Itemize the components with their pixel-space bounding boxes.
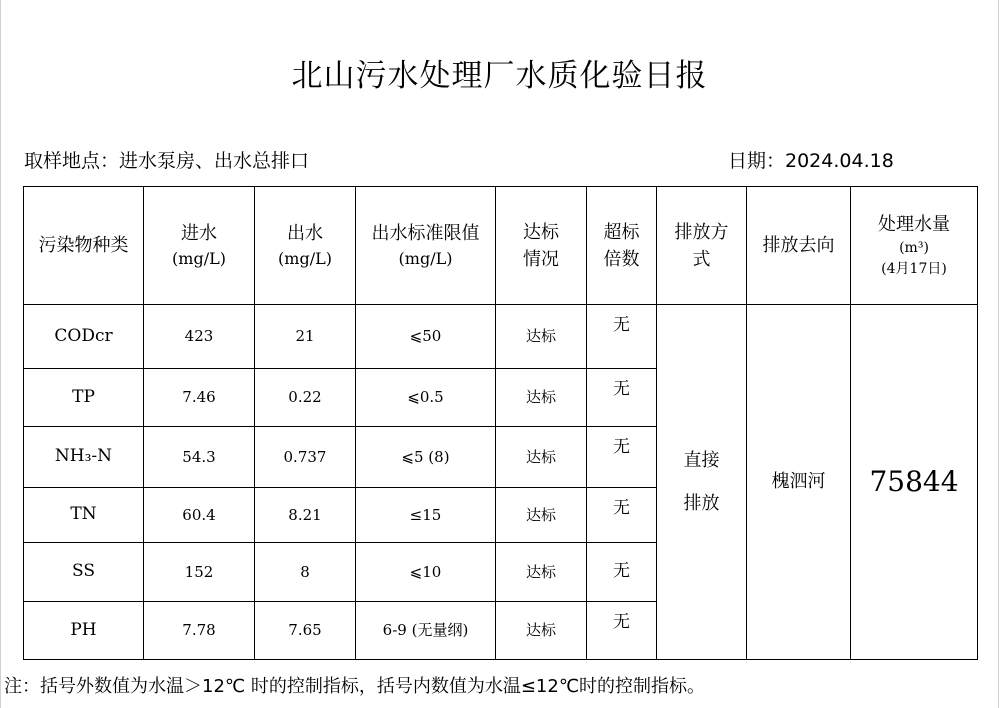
- sampling-location: 取样地点：进水泵房、出水总排口: [24, 150, 310, 172]
- report-title: 北山污水处理厂水质化验日报: [291, 58, 708, 94]
- table-header-row: [24, 187, 978, 305]
- inflow-cell: 423: [144, 305, 255, 369]
- outflow-cell: 0.22: [255, 369, 356, 427]
- compliance-cell: 达标: [496, 427, 587, 488]
- limit-cell: ⩽5 (8): [356, 427, 496, 488]
- header-limit: 出水标准限值 (mg/L): [356, 187, 496, 305]
- header-discharge-destination: 排放去向: [747, 187, 851, 305]
- exceed-cell: 无: [587, 369, 657, 427]
- pollutant-cell: PH: [24, 602, 144, 660]
- inflow-cell: 60.4: [144, 488, 255, 543]
- header-inflow: 进水 (mg/L): [144, 187, 255, 305]
- header-pollutant: 污染物种类: [24, 187, 144, 305]
- header-treated-volume: 处理水量 (m³) (4月17日): [851, 187, 978, 305]
- treated-volume-cell: 75844: [851, 305, 978, 660]
- limit-cell: ⩽50: [356, 305, 496, 369]
- table-row: [24, 305, 978, 369]
- limit-cell: 6-9 (无量纲): [356, 602, 496, 660]
- header-exceed-multiple: 超标 倍数: [587, 187, 657, 305]
- outflow-cell: 8.21: [255, 488, 356, 543]
- exceed-cell: 无: [587, 602, 657, 660]
- discharge-destination-cell: 槐泗河: [747, 305, 851, 660]
- header-discharge-method: 排放方 式: [657, 187, 747, 305]
- inflow-cell: 54.3: [144, 427, 255, 488]
- limit-cell: ⩽10: [356, 543, 496, 602]
- page-left-border: [0, 0, 1, 708]
- compliance-cell: 达标: [496, 369, 587, 427]
- pollutant-cell: NH₃-N: [24, 427, 144, 488]
- header-outflow: 出水 (mg/L): [255, 187, 356, 305]
- limit-cell: ≤15: [356, 488, 496, 543]
- inflow-cell: 7.78: [144, 602, 255, 660]
- pollutant-cell: TP: [24, 369, 144, 427]
- compliance-cell: 达标: [496, 543, 587, 602]
- pollutant-cell: TN: [24, 488, 144, 543]
- exceed-cell: 无: [587, 488, 657, 543]
- outflow-cell: 8: [255, 543, 356, 602]
- pollutant-cell: SS: [24, 543, 144, 602]
- discharge-method-cell: 直接 排放: [657, 305, 747, 660]
- pollutant-cell: CODcr: [24, 305, 144, 369]
- outflow-cell: 0.737: [255, 427, 356, 488]
- inflow-cell: 7.46: [144, 369, 255, 427]
- compliance-cell: 达标: [496, 602, 587, 660]
- header-compliance: 达标 情况: [496, 187, 587, 305]
- inflow-cell: 152: [144, 543, 255, 602]
- exceed-cell: 无: [587, 427, 657, 488]
- exceed-cell: 无: [587, 305, 657, 369]
- footnote: 注：括号外数值为水温＞12℃ 时的控制指标，括号内数值为水温≤12℃时的控制指标。: [4, 676, 706, 697]
- outflow-cell: 7.65: [255, 602, 356, 660]
- report-date: 日期：2024.04.18: [728, 150, 894, 172]
- limit-cell: ⩽0.5: [356, 369, 496, 427]
- water-quality-table: [23, 186, 978, 660]
- compliance-cell: 达标: [496, 305, 587, 369]
- outflow-cell: 21: [255, 305, 356, 369]
- compliance-cell: 达标: [496, 488, 587, 543]
- exceed-cell: 无: [587, 543, 657, 602]
